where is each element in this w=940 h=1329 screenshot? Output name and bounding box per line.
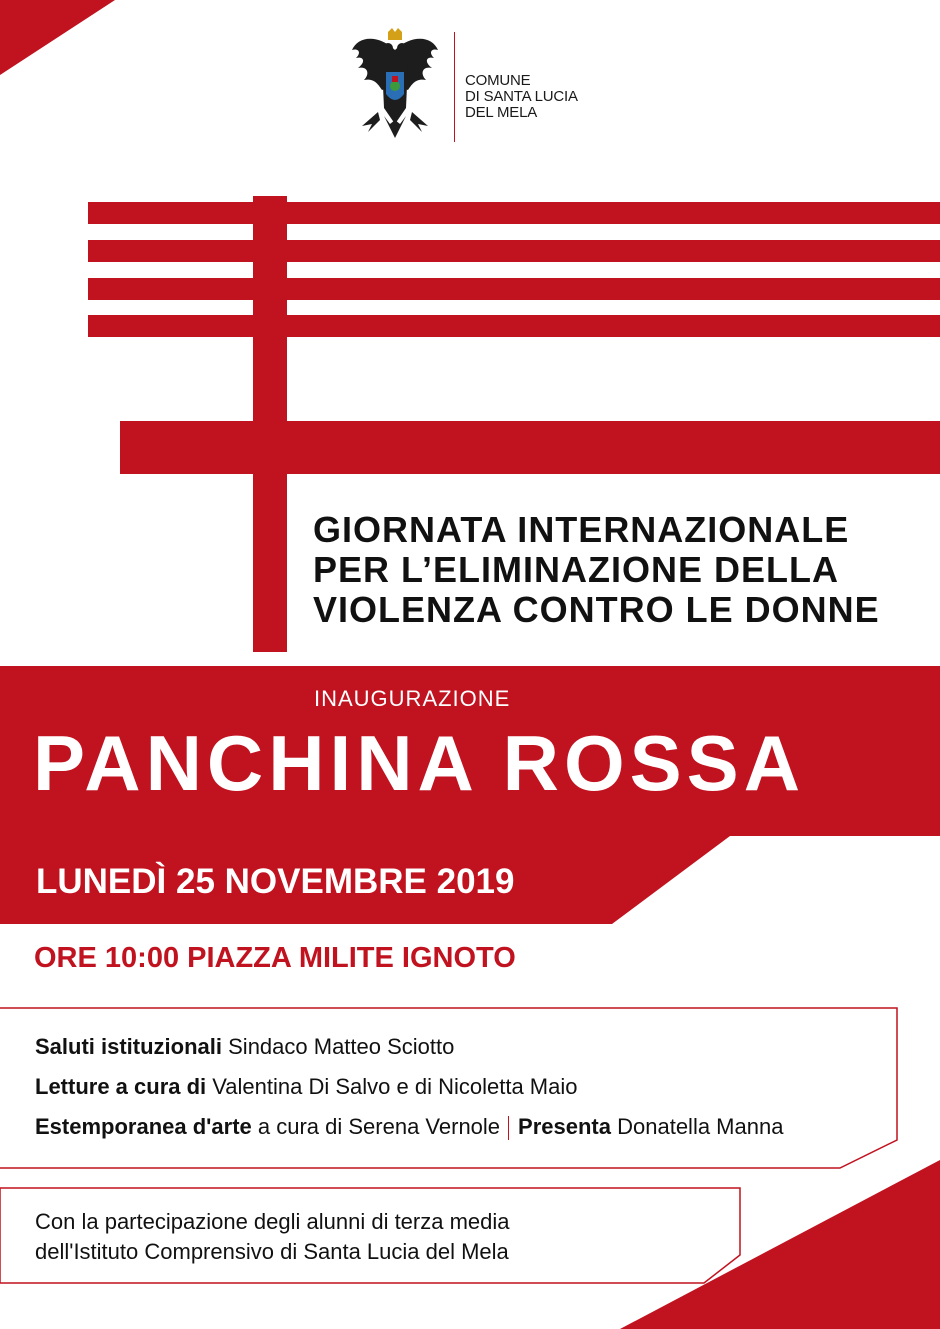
banner-headline: PANCHINA ROSSA [33, 719, 806, 807]
title-line: PER L’ELIMINAZIONE DELLA [313, 549, 840, 590]
bench-slat [88, 202, 940, 224]
program-item-label: Presenta [518, 1114, 611, 1139]
event-title [313, 510, 880, 630]
title-line: GIORNATA INTERNAZIONALE [313, 509, 850, 550]
bench-slat [88, 240, 940, 262]
municipality-name [465, 73, 578, 121]
footer-line: Con la partecipazione degli alunni di terza media [35, 1209, 510, 1234]
program-item-label: Letture a cura di [35, 1074, 207, 1099]
footer-line: dell'Istituto Comprensivo di Santa Lucia del Mela [35, 1239, 509, 1264]
program-list [35, 1034, 783, 1154]
coat-of-arms-icon [348, 28, 442, 148]
program-item-text: Sindaco Matteo Sciotto [222, 1034, 455, 1059]
title-line: VIOLENZA CONTRO LE DONNE [313, 589, 880, 630]
municipality-line: COMUNE [465, 72, 531, 89]
event-date: LUNEDÌ 25 NOVEMBRE 2019 [36, 862, 515, 901]
program-item-label: Saluti istituzionali [35, 1034, 223, 1059]
program-item [35, 1074, 783, 1114]
program-item-label: Estemporanea d'arte [35, 1114, 252, 1139]
program-item [35, 1034, 783, 1074]
logo-divider [454, 32, 455, 142]
program-item-text: a cura di Serena Vernole [251, 1114, 501, 1139]
bench-seat [120, 421, 940, 474]
program-item [35, 1114, 783, 1154]
municipality-line: DI SANTA LUCIA [465, 88, 578, 105]
bench-slat [88, 315, 940, 337]
event-time-place: ORE 10:00 PIAZZA MILITE IGNOTO [34, 942, 516, 974]
municipality-line: DEL MELA [465, 104, 538, 121]
corner-triangle-top-left [0, 0, 115, 75]
banner-subtitle: INAUGURAZIONE [314, 686, 511, 711]
program-separator [508, 1116, 509, 1140]
program-item-text: Donatella Manna [611, 1114, 784, 1139]
program-item-text: Valentina Di Salvo e di Nicoletta Maio [206, 1074, 578, 1099]
bench-slat [88, 278, 940, 300]
bench-post [253, 196, 287, 652]
footer-note [35, 1207, 510, 1267]
